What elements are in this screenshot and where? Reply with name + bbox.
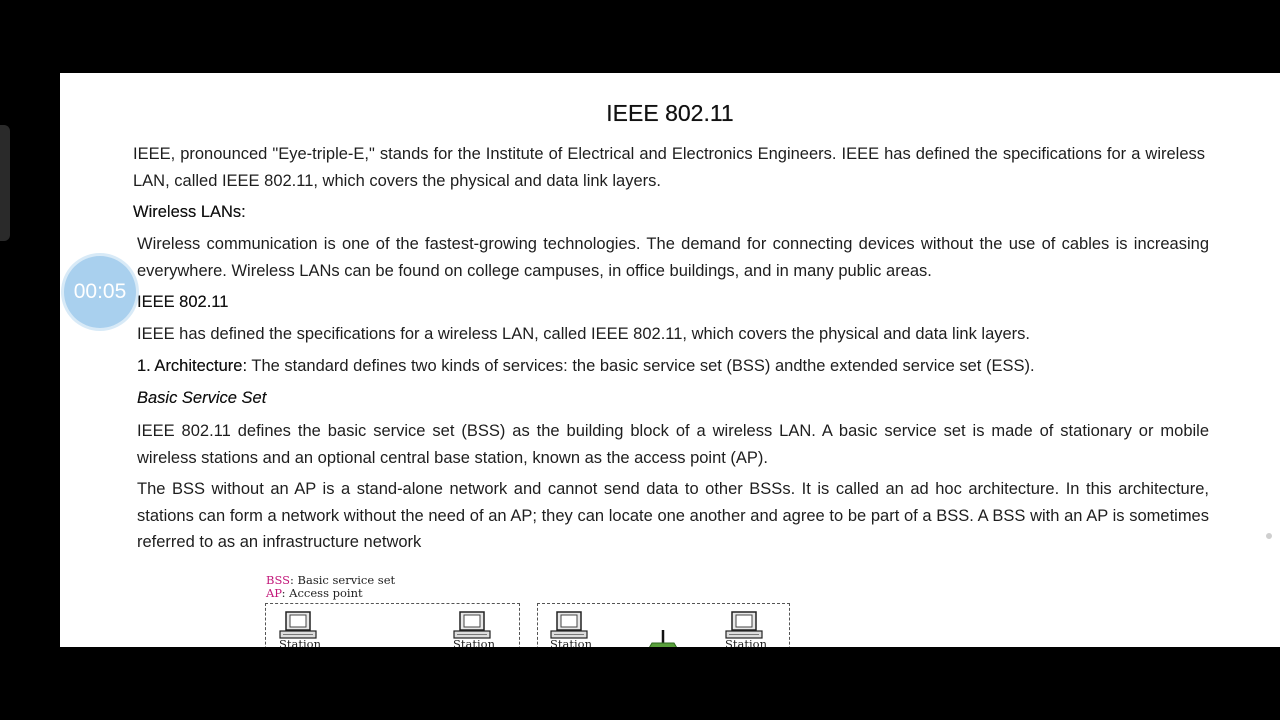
station-label: Station: [725, 637, 767, 647]
diagram-legend: [266, 574, 395, 599]
ieee-80211-paragraph: IEEE has defined the specifications for a wireless LAN, called IEEE 802.11, which covers the physical and data link layers.: [137, 325, 1030, 343]
scroll-indicator[interactable]: [1266, 533, 1272, 539]
bss-diagram: [260, 571, 800, 647]
document-title: IEEE 802.11: [606, 100, 734, 126]
wireless-lans-paragraph: Wireless communication is one of the fastest-growing technologies. The demand for connecting devices without the use of cables is increasing everywhere. Wireless LANs can be found on college campuses, in office buildings, and in many public areas.: [137, 235, 1209, 280]
wireless-lans-heading: Wireless LANs:: [133, 203, 246, 221]
basic-service-set-heading: Basic Service Set: [137, 389, 267, 407]
legend-bss: BSS: Basic service set: [266, 573, 396, 587]
ieee-80211-heading: IEEE 802.11: [137, 293, 229, 311]
document-page: [60, 73, 1280, 647]
station-label: Station: [453, 637, 495, 647]
station-label: Station: [279, 637, 321, 647]
architecture-text: The standard defines two kinds of services: the basic service set (BSS) andthe extended service set (ESS).: [251, 357, 1035, 375]
legend-ap: AP: Access point: [266, 585, 363, 600]
access-point-icon: [640, 628, 686, 647]
bss-paragraph-1: IEEE 802.11 defines the basic service set (BSS) as the building block of a wireless LAN. A basic service set is made of stationary or mobile wireless stations and an optional central base station, known as the access point (AP).: [137, 422, 1209, 467]
architecture-paragraph: [133, 353, 1209, 380]
intro-paragraph: IEEE, pronounced "Eye-triple-E," stands for the Institute of Electrical and Electronics Engineers. IEEE has defined the specifications for a wireless LAN, called IEEE 802.11, which covers the physical and data link layers.: [133, 145, 1205, 190]
bss-paragraph-2: The BSS without an AP is a stand-alone network and cannot send data to other BSSs. It is called an ad hoc architecture. In this architecture, stations can form a network without the need of an AP; they can locate one another and agree to be part of a BSS. A BSS with an AP is sometimes referred to as an infrastructure network: [137, 480, 1209, 551]
architecture-label: 1. Architecture:: [137, 357, 248, 375]
recording-timer[interactable]: 00:05: [64, 256, 136, 328]
edge-panel-handle[interactable]: [0, 125, 10, 241]
station-label: Station: [550, 637, 592, 647]
